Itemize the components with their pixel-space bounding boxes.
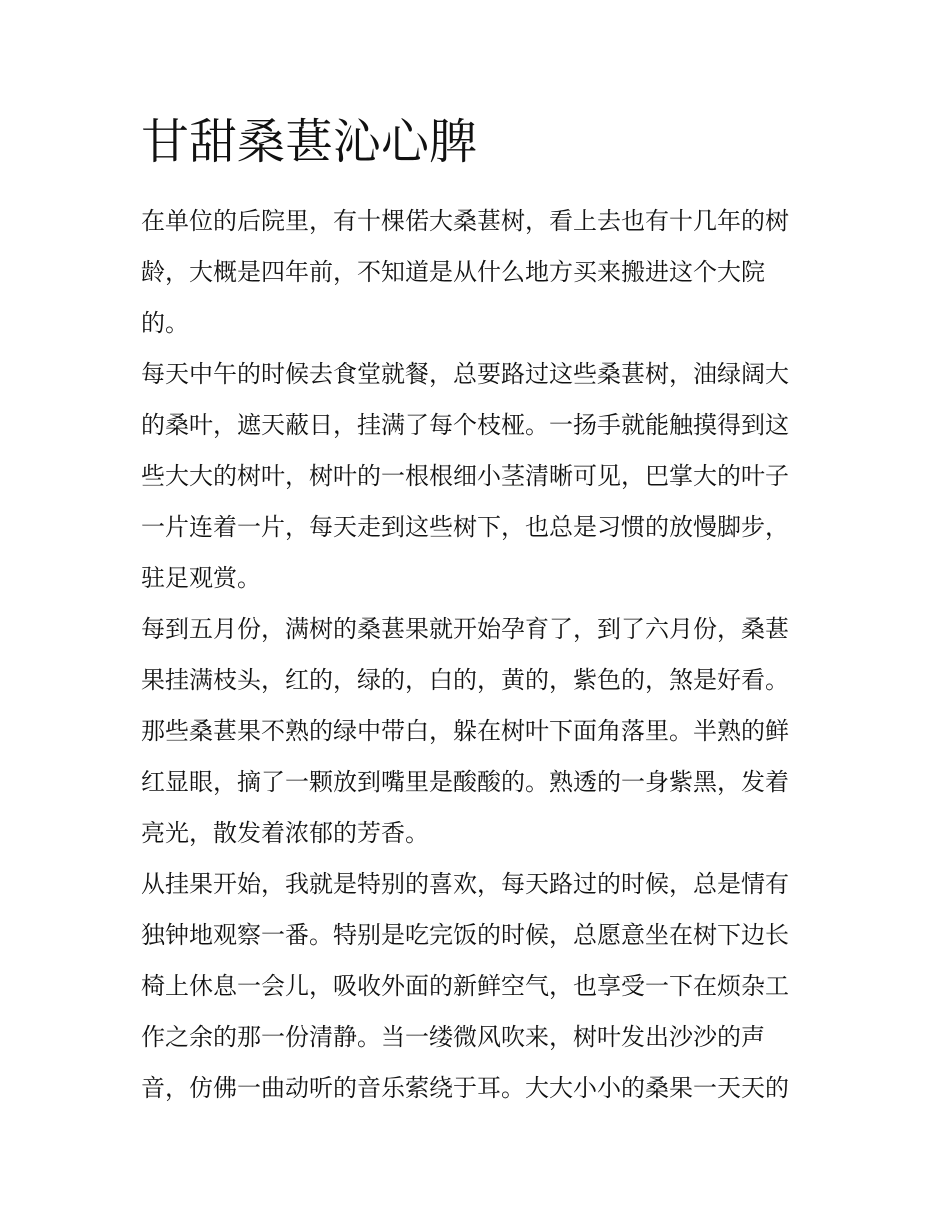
paragraph-3 xyxy=(141,604,816,859)
text-line: 椅上休息一会儿，吸收外面的新鲜空气，也享受一下在烦杂工 xyxy=(141,972,789,1000)
text-line: 些大大的树叶，树叶的一根根细小茎清晰可见，巴掌大的叶子 xyxy=(141,462,789,490)
text-line: 独钟地观察一番。特别是吃完饭的时候，总愿意坐在树下边长 xyxy=(141,921,789,949)
paragraph-1 xyxy=(141,196,816,349)
text-line: 每到五月份，满树的桑葚果就开始孕育了，到了六月份，桑葚 xyxy=(141,615,789,643)
text-line: 那些桑葚果不熟的绿中带白，躲在树叶下面角落里。半熟的鲜 xyxy=(141,717,789,745)
text-line: 的。 xyxy=(141,309,189,337)
text-line: 音，仿佛一曲动听的音乐萦绕于耳。大大小小的桑果一天天的 xyxy=(141,1074,789,1102)
document-body xyxy=(141,196,816,1114)
text-line: 驻足观赏。 xyxy=(141,564,261,592)
text-line: 果挂满枝头，红的，绿的，白的，黄的，紫色的，煞是好看。 xyxy=(141,666,789,694)
text-line: 的桑叶，遮天蔽日，挂满了每个枝桠。一扬手就能触摸得到这 xyxy=(141,411,789,439)
document-title: 甘甜桑葚沁心脾 xyxy=(141,114,478,170)
text-line: 从挂果开始，我就是特别的喜欢，每天路过的时候，总是情有 xyxy=(141,870,789,898)
text-line: 一片连着一片，每天走到这些树下，也总是习惯的放慢脚步， xyxy=(141,513,789,541)
text-line: 在单位的后院里，有十棵偌大桑葚树，看上去也有十几年的树 xyxy=(141,207,789,235)
paragraph-2 xyxy=(141,349,816,604)
paragraph-4 xyxy=(141,859,816,1114)
text-line: 作之余的那一份清静。当一缕微风吹来，树叶发出沙沙的声 xyxy=(141,1023,765,1051)
text-line: 每天中午的时候去食堂就餐，总要路过这些桑葚树，油绿阔大 xyxy=(141,360,789,388)
text-line: 亮光，散发着浓郁的芳香。 xyxy=(141,819,429,847)
text-line: 龄，大概是四年前，不知道是从什么地方买来搬进这个大院 xyxy=(141,258,765,286)
text-line: 红显眼，摘了一颗放到嘴里是酸酸的。熟透的一身紫黑，发着 xyxy=(141,768,789,796)
